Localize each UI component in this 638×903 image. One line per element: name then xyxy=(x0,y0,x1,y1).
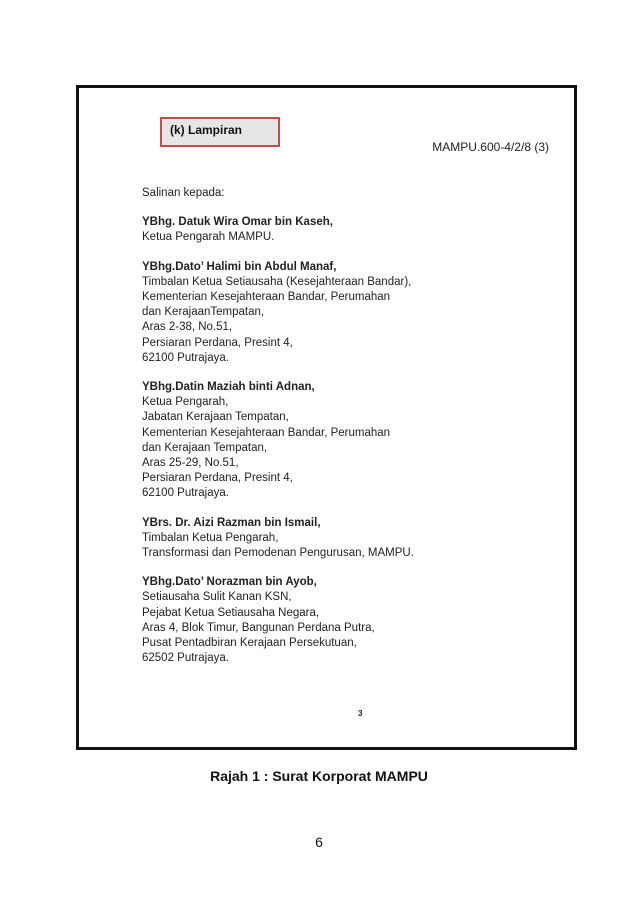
inner-page-number: 3 xyxy=(358,709,363,718)
recipient-line: 62100 Putrajaya. xyxy=(142,487,229,500)
recipient-line: Pusat Pentadbiran Kerajaan Persekutuan, xyxy=(142,637,357,650)
recipient-line: Pejabat Ketua Setiausaha Negara, xyxy=(142,606,320,619)
recipient-block xyxy=(142,380,562,502)
recipient-line: 62100 Putrajaya. xyxy=(142,351,229,364)
figure-caption: Rajah 1 : Surat Korporat MAMPU xyxy=(210,768,428,784)
recipient-line: Aras 2-38, No.51, xyxy=(142,321,233,334)
recipient-line: Aras 25-29, No.51, xyxy=(142,457,239,470)
recipient-line: Jabatan Kerajaan Tempatan, xyxy=(142,411,289,424)
recipient-line: Setiausaha Sulit Kanan KSN, xyxy=(142,591,292,604)
recipient-line: Ketua Pengarah MAMPU. xyxy=(142,231,275,244)
recipient-name: YBhg.Dato’ Halimi bin Abdul Manaf, xyxy=(142,260,337,273)
recipient-line: Kementerian Kesejahteraan Bandar, Perumahan xyxy=(142,426,391,439)
letter-figure-frame xyxy=(76,85,577,750)
recipient-line: Kementerian Kesejahteraan Bandar, Perumahan xyxy=(142,291,391,304)
recipient-line: Persiaran Perdana, Presint 4, xyxy=(142,336,293,349)
recipient-block xyxy=(142,215,562,245)
recipient-line: Aras 4, Blok Timur, Bangunan Perdana Putra, xyxy=(142,621,375,634)
recipient-line: dan Kerajaan Tempatan, xyxy=(142,441,268,454)
recipient-line: Ketua Pengarah, xyxy=(142,396,229,409)
attachment-label-box: (k) Lampiran xyxy=(160,117,280,147)
page-number: 6 xyxy=(315,834,323,850)
copy-to-heading: Salinan kepada: xyxy=(142,187,225,199)
recipient-line: Transformasi dan Pemodenan Pengurusan, MAMPU. xyxy=(142,547,414,560)
recipient-line: 62502 Putrajaya. xyxy=(142,652,229,665)
recipient-name: YBhg.Datin Maziah binti Adnan, xyxy=(142,381,315,394)
recipient-block xyxy=(142,516,562,562)
recipient-block xyxy=(142,260,562,366)
recipient-name: YBrs. Dr. Aizi Razman bin Ismail, xyxy=(142,516,321,529)
letter-body xyxy=(142,186,562,680)
recipient-block xyxy=(142,575,562,666)
recipient-name: YBhg.Dato’ Norazman bin Ayob, xyxy=(142,576,317,589)
recipient-line: Timbalan Ketua Pengarah, xyxy=(142,531,279,544)
recipient-name: YBhg. Datuk Wira Omar bin Kaseh, xyxy=(142,216,333,229)
reference-number: MAMPU.600-4/2/8 (3) xyxy=(432,140,549,154)
recipient-line: dan KerajaanTempatan, xyxy=(142,306,265,319)
recipient-line: Persiaran Perdana, Presint 4, xyxy=(142,472,293,485)
recipient-line: Timbalan Ketua Setiausaha (Kesejahteraan Bandar), xyxy=(142,275,412,288)
